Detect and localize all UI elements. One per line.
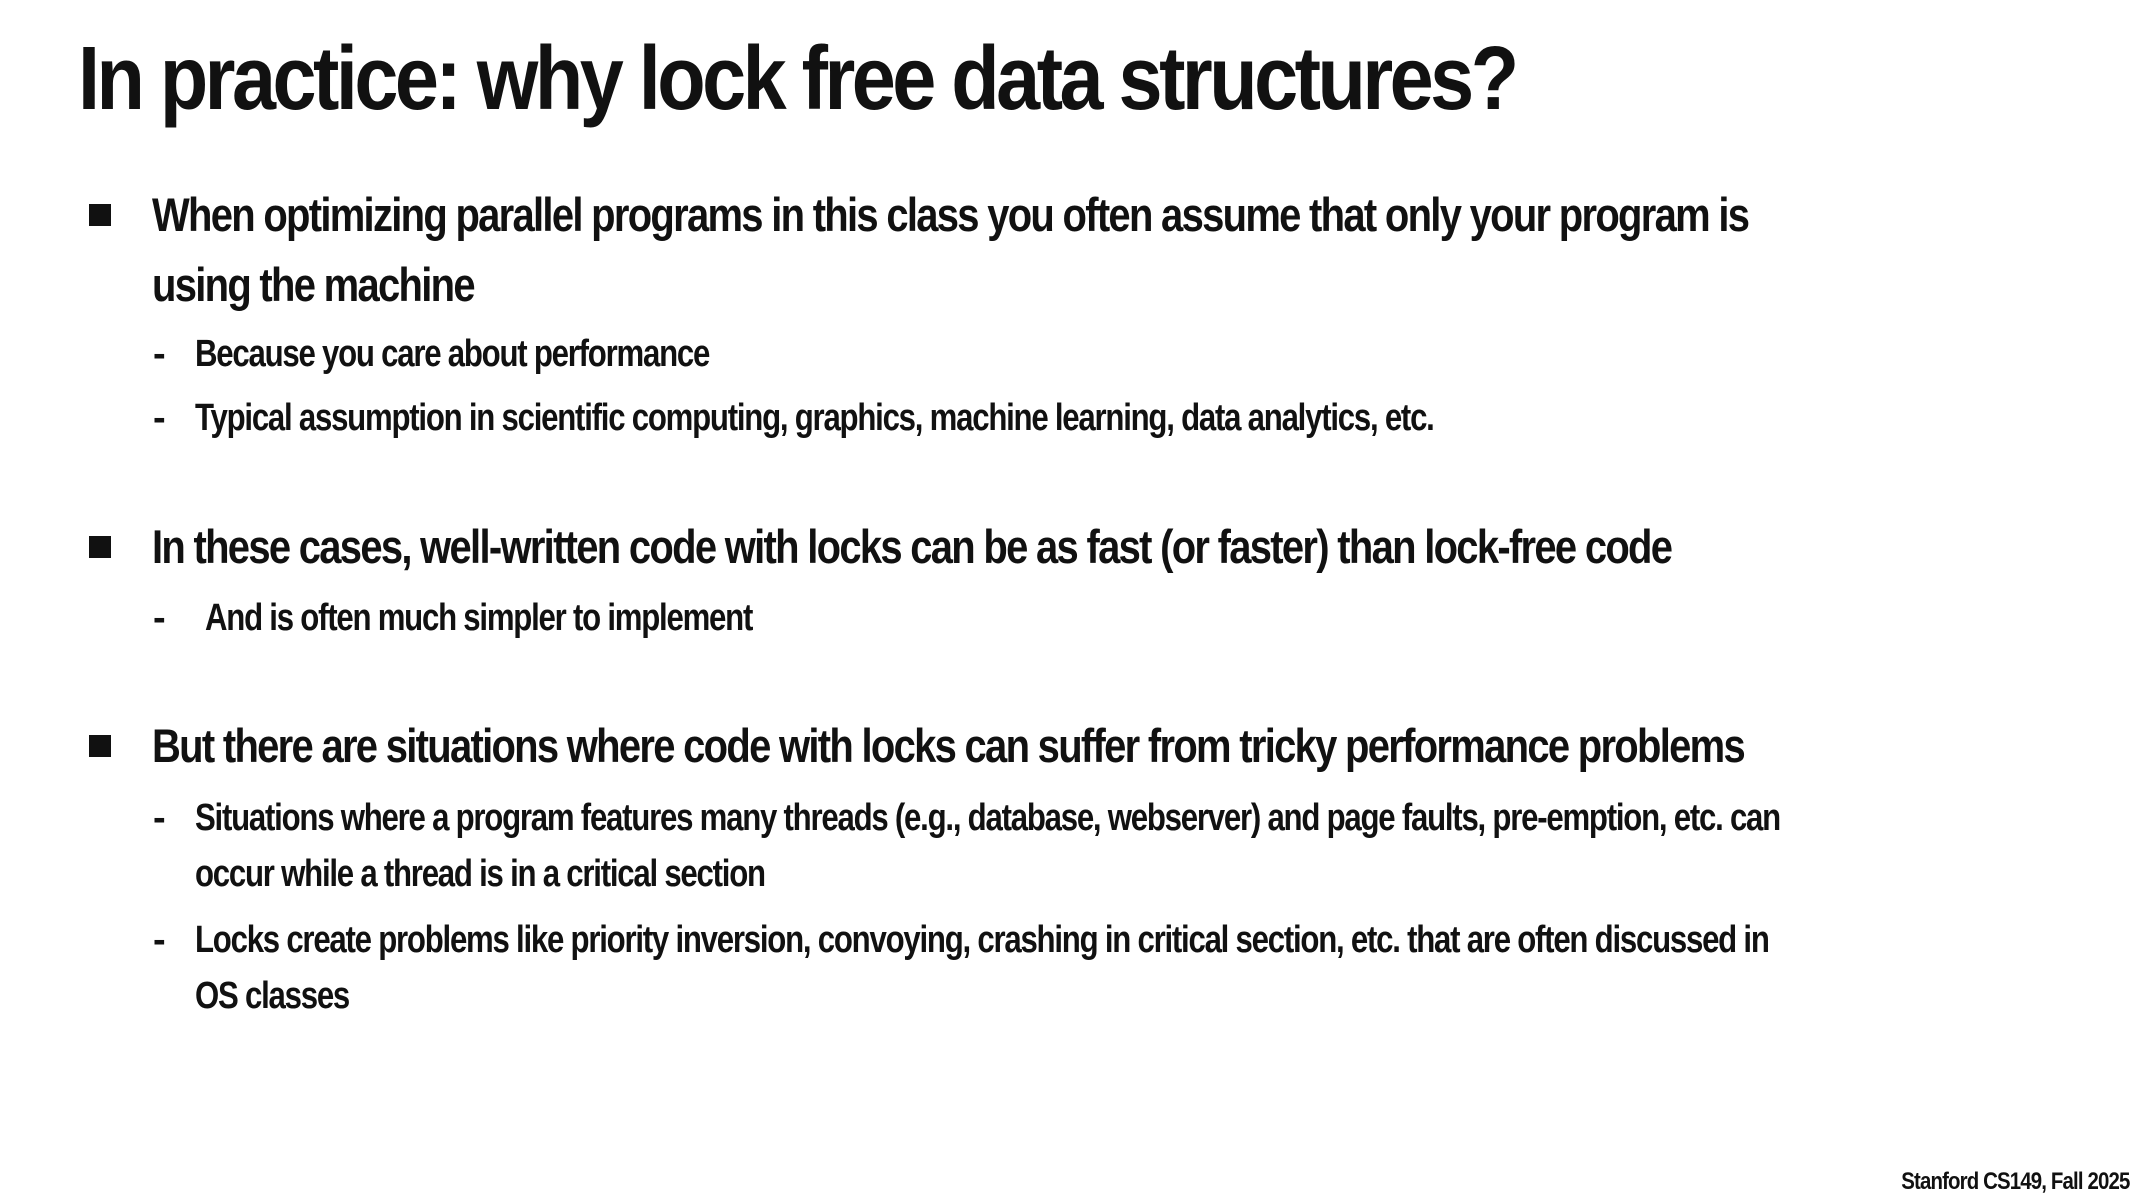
bullet-square-icon	[89, 536, 111, 558]
sub-bullet-dash-icon: -	[153, 797, 166, 839]
sub-bullet-dash-icon: -	[153, 397, 166, 439]
bullet-3-text: But there are situations where code with locks can suffer from tricky performance problems	[152, 719, 1744, 772]
sub-bullet-dash-icon: -	[153, 597, 166, 639]
bullet-square-icon	[89, 735, 111, 757]
slide-title: In practice: why lock free data structures?	[78, 29, 1516, 129]
sub-bullet-dash-icon: -	[153, 919, 166, 961]
bullet-1-text: When optimizing parallel programs in this class you often assume that only your program is using the machine	[152, 188, 1749, 311]
bullet-2-sub-1: And is often much simpler to implement	[205, 597, 753, 639]
bullet-1-sub-1: Because you care about performance	[195, 333, 710, 375]
sub-bullet-dash-icon: -	[153, 333, 166, 375]
bullet-2-text: In these cases, well-written code with locks can be as fast (or faster) than lock-free code	[152, 520, 1672, 573]
bullet-3-sub-1: Situations where a program features many threads (e.g., database, webserver) and page faults, pre-emption, etc. can occur while a thread is in a critical section	[195, 797, 1780, 895]
bullet-3-sub-2: Locks create problems like priority inversion, convoying, crashing in critical section, etc. that are often discussed in OS classes	[195, 919, 1769, 1017]
bullet-1-sub-2: Typical assumption in scientific computing, graphics, machine learning, data analytics, etc.	[195, 397, 1434, 439]
course-footer: Stanford CS149, Fall 2025	[1900, 1168, 2129, 1195]
bullet-square-icon	[89, 204, 111, 226]
